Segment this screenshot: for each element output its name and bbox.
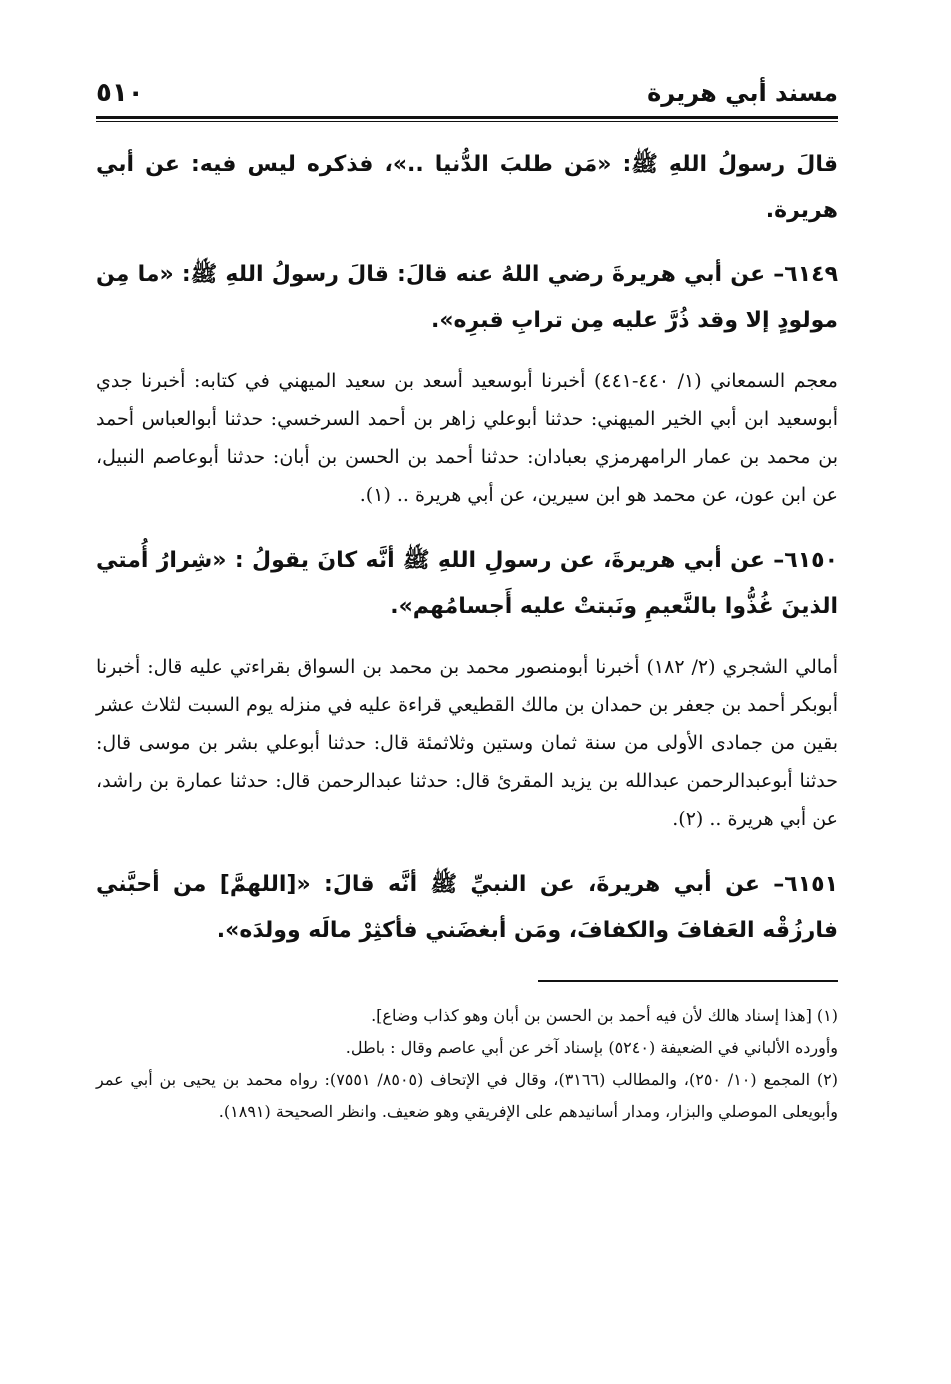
book-title: مسند أبي هريرة (647, 79, 838, 107)
footnote-1-continued: وأورده الألباني في الضعيفة (٥٢٤٠) بإسناد آخر عن أبي عاصم وقال : باطل. (345, 1038, 838, 1057)
header-rule-thin (96, 121, 838, 122)
hadith-tail-6148: قالَ رسولُ اللهِ ﷺ: «مَن طلبَ الدُّنيا ..»، فذكره ليس فيه: عن أبي هريرة. (96, 152, 838, 223)
source-6150: أمالي الشجري (٢/ ١٨٢) أخبرنا أبومنصور محمد بن محمد بن السواق بقراءتي عليه قال: أخبرنا أبوبكر أحمد بن جعفر بن حمدان بن مالك القطيعي قراءة عليه في منزله يوم السبت لثلاث عشر بقين من جمادى الأولى من سنة ثمان وستين وثلاثمئة قال: حدثنا أبوعلي بشر بن موسى قال: حدثنا أبوعبدالرحمن عبدالله بن يزيد المقرئ قال: حدثنا عبدالرحمن قال: حدثنا عمارة بن راشد، عن أبي هريرة .. (٢). (96, 656, 838, 830)
header-rule-thick (96, 116, 838, 119)
footnote-1: (١) [هذا إسناد هالك لأن فيه أحمد بن الحسن بن أبان وهو كذاب وضاع]. (371, 1006, 838, 1025)
source-6149: معجم السمعاني (١/ ٤٤٠-٤٤١) أخبرنا أبوسعيد أسعد بن سعيد الميهني في كتابه: أخبرنا جدي أبوسعيد ابن أبي الخير الميهني: حدثنا أبوعلي زاهر بن أحمد السرخسي: حدثنا أبوالعباس أحمد بن محمد بن عمار الرامهرمزي بعبادان: حدثنا أحمد بن الحسن بن أبان: حدثنا أبوعاصم النبيل، عن ابن عون، عن محمد هو ابن سيرين، عن أبي هريرة .. (١). (96, 370, 838, 506)
footnote-separator (538, 980, 838, 982)
footnote-2: (٢) المجمع (١٠/ ٢٥٠)، والمطالب (٣١٦٦)، وقال في الإتحاف (٨٥٠٥/ ٧٥٥١): رواه محمد بن يحيى بن أبي عمر وأبويعلى الموصلي والبزار، ومدار أسانيدهم على الإفريقي وهو ضعيف. وانظر الصحيحة (١٨٩١). (96, 1070, 838, 1121)
hadith-6151: ٦١٥١– عن أبي هريرةَ، عن النبيِّ ﷺ أنَّه قالَ: «[اللهمَّ] من أحبَّني فارزُقْه العَفافَ والكفافَ، ومَن أبغضَني فأكثِرْ مالَه وولدَه». (96, 872, 838, 943)
hadith-6149: ٦١٤٩– عن أبي هريرةَ رضي اللهُ عنه قالَ: قالَ رسولُ اللهِ ﷺ: «ما مِن مولودٍ إلا وقد ذُرَّ عليه مِن ترابِ قبرِه». (96, 262, 838, 333)
page-header (96, 78, 838, 112)
page-number: ٥١٠ (96, 78, 144, 108)
page (96, 78, 838, 1128)
hadith-6150: ٦١٥٠– عن أبي هريرةَ، عن رسولِ اللهِ ﷺ أنَّه كانَ يقولُ : «شِرارُ أُمتي الذينَ غُذُّوا بالنَّعيمِ ونَبتتْ عليه أَجسامُهم». (96, 548, 838, 619)
